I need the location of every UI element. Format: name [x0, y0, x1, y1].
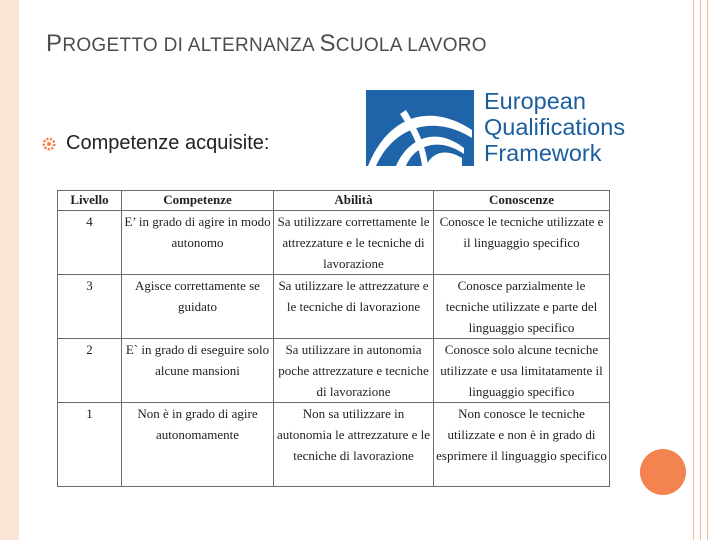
- cell-abilita: Sa utilizzare correttamente le attrezzature e le tecniche di lavorazione: [274, 211, 434, 275]
- cell-abilita: Sa utilizzare le attrezzature e le tecniche di lavorazione: [274, 275, 434, 339]
- eqf-logo: [366, 88, 638, 168]
- title-part: P: [46, 30, 63, 57]
- title-part: CUOLA LAVORO: [335, 35, 487, 56]
- decorative-orange-circle: [640, 449, 686, 495]
- eqf-logo-text: [484, 88, 625, 166]
- cell-competenze: Non è in grado di agire autonomamente: [122, 403, 274, 487]
- logo-line: European: [484, 88, 586, 114]
- left-decorative-border: [0, 0, 19, 540]
- title-part: S: [319, 30, 336, 57]
- competence-table-wrapper: [57, 190, 609, 487]
- cell-level: 2: [58, 339, 122, 403]
- cell-conoscenze: Conosce le tecniche utilizzate e il linguaggio specifico: [434, 211, 610, 275]
- right-decorative-line-1: [693, 0, 694, 540]
- slide-title: [46, 30, 487, 58]
- cell-competenze: E` in grado di eseguire solo alcune mansioni: [122, 339, 274, 403]
- right-decorative-line-2: [700, 0, 701, 540]
- bullet-item: [42, 132, 269, 155]
- table-header-row: [58, 191, 610, 211]
- gear-bullet-icon: [42, 137, 56, 151]
- header-livello: Livello: [58, 191, 122, 211]
- competence-table: [57, 190, 610, 487]
- cell-conoscenze: Non conosce le tecniche utilizzate e non è in grado di esprimere il linguaggio specifico: [434, 403, 610, 487]
- cell-competenze: Agisce correttamente se guidato: [122, 275, 274, 339]
- table-row: [58, 403, 610, 487]
- cell-level: 1: [58, 403, 122, 487]
- header-competenze: Competenze: [122, 191, 274, 211]
- cell-conoscenze: Conosce parzialmente le tecniche utilizzate e parte del linguaggio specifico: [434, 275, 610, 339]
- cell-abilita: Sa utilizzare in autonomia poche attrezzature e tecniche di lavorazione: [274, 339, 434, 403]
- cell-conoscenze: Conosce solo alcune tecniche utilizzate e usa limitatamente il linguaggio specifico: [434, 339, 610, 403]
- cell-abilita: Non sa utilizzare in autonomia le attrezzature e le tecniche di lavorazione: [274, 403, 434, 487]
- eqf-logo-mark-icon: [366, 90, 474, 166]
- title-part: ROGETTO DI ALTERNANZA: [62, 35, 320, 56]
- header-conoscenze: Conoscenze: [434, 191, 610, 211]
- table-row: [58, 339, 610, 403]
- cell-level: 3: [58, 275, 122, 339]
- cell-competenze: E’ in grado di agire in modo autonomo: [122, 211, 274, 275]
- table-row: [58, 211, 610, 275]
- header-abilita: Abilità: [274, 191, 434, 211]
- logo-line: Framework: [484, 140, 602, 166]
- logo-line: Qualifications: [484, 114, 626, 140]
- table-row: [58, 275, 610, 339]
- right-decorative-line-3: [707, 0, 708, 540]
- bullet-text: Competenze acquisite:: [66, 132, 270, 154]
- cell-level: 4: [58, 211, 122, 275]
